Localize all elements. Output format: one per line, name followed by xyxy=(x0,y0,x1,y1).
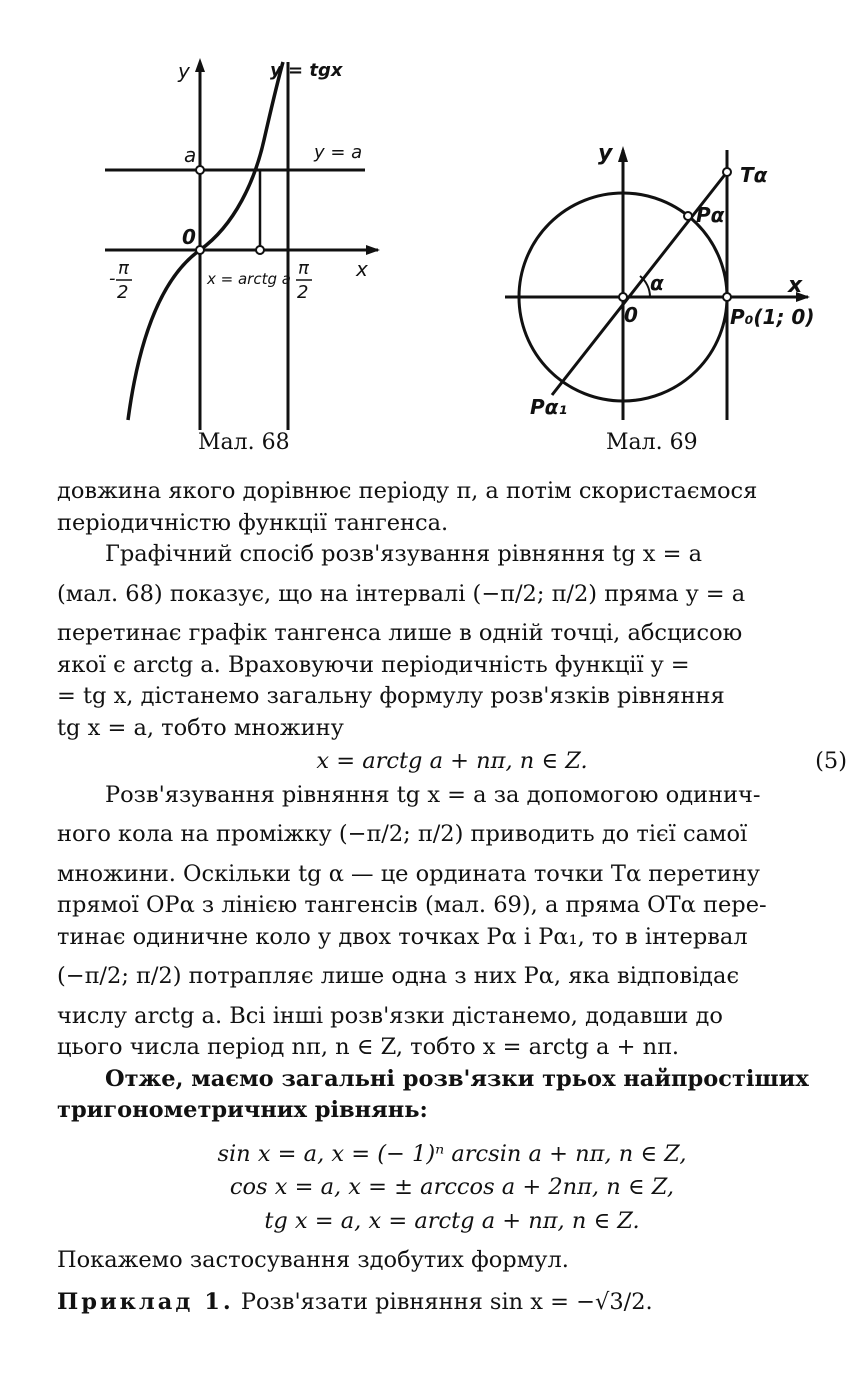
text-line: числу arctg a. Всі інші розв'язки дістанемо, додавши до xyxy=(57,1002,723,1029)
formula-sin: sin x = a, x = (− 1)ⁿ arcsin a + nπ, n ∈ Z, xyxy=(217,1140,687,1167)
text-line: множини. Оскільки tg α — це ордината точки Tα перетину xyxy=(57,860,760,887)
figure-68-tangent-graph xyxy=(95,50,395,435)
fig68-caption: Мал. 68 xyxy=(198,430,290,455)
text-line: Отже, маємо загальні розв'язки трьох найпростіших xyxy=(105,1065,809,1092)
point-t-alpha xyxy=(723,168,731,176)
example-label: Приклад 1. xyxy=(57,1288,234,1315)
formula-cos: cos x = a, x = ± arccos a + 2nπ, n ∈ Z, xyxy=(229,1174,675,1200)
fig68-origin-label: 0 xyxy=(182,225,196,249)
x-axis-arrow xyxy=(366,245,380,255)
fig68-x-label: x xyxy=(356,257,368,281)
fig69-origin-label: 0 xyxy=(624,303,638,327)
text-line: прямої OPα з лінією тангенсів (мал. 69), а пряма OTα пере- xyxy=(57,892,767,918)
text-line: (мал. 68) показує, що на інтервалі (−π/2; π/2) пряма y = a xyxy=(57,580,746,607)
fig68-minus-pi-den: 2 xyxy=(117,282,129,303)
fig68-curve-label: y = tgx xyxy=(270,60,343,81)
fig69-p-alpha1-label: Pα₁ xyxy=(530,395,568,419)
fig68-root-label: x = arctg a xyxy=(207,270,291,288)
point-p0 xyxy=(723,293,731,301)
point-a-on-y-axis xyxy=(196,166,204,174)
text-line: перетинає графік тангенса лише в одній точці, абсцисою xyxy=(57,620,743,646)
fig68-minus-sign: - xyxy=(109,268,116,289)
fig68-a-label: a xyxy=(184,143,197,167)
fig69-x-label: x xyxy=(788,273,803,298)
text-line: тригонометричних рівнянь: xyxy=(57,1097,428,1123)
origin-point xyxy=(196,246,204,254)
y-axis-arrow xyxy=(618,146,628,162)
text-line: цього числа період nπ, n ∈ Z, тобто x = arctg a + nπ. xyxy=(57,1034,680,1060)
text-line: = tg x, дістанемо загальну формулу розв'язків рівняння xyxy=(57,683,725,709)
formula-5-number: (5) xyxy=(815,748,847,774)
text-line: Розв'язування рівняння tg x = a за допомогою одинич- xyxy=(105,781,761,808)
text-line: (−π/2; π/2) потрапляє лише одна з них Pα, яка відповідає xyxy=(57,963,740,989)
fig68-minus-pi-num: π xyxy=(118,258,129,279)
origin-point xyxy=(619,293,627,301)
y-axis-arrow xyxy=(195,58,205,72)
fig69-p-alpha-label: Pα xyxy=(696,203,725,227)
text-line: tg x = a, тобто множину xyxy=(57,714,344,741)
text-line: Покажемо застосування здобутих формул. xyxy=(57,1247,569,1273)
text-line: довжина якого дорівнює періоду π, а потім скористаємося xyxy=(57,478,758,504)
example-text: Розв'язати рівняння sin x = −√3/2. xyxy=(240,1288,653,1315)
fig68-line-a-label: y = a xyxy=(314,142,363,163)
formula-5 xyxy=(57,746,847,778)
fig68-y-label: y xyxy=(178,59,190,83)
text-line: ного кола на проміжку (−π/2; π/2) приводить до тієї самої xyxy=(57,821,748,847)
formula-5-text: x = arctg a + nπ, n ∈ Z. xyxy=(316,748,588,774)
formula-tg: tg x = a, x = arctg a + nπ, n ∈ Z. xyxy=(264,1207,640,1234)
point-p-alpha xyxy=(684,212,692,220)
fig69-alpha-label: α xyxy=(650,271,664,295)
fig68-pi-den: 2 xyxy=(297,282,309,303)
text-line: якої є arctg a. Враховуючи періодичність функції y = xyxy=(57,651,690,678)
body-text xyxy=(57,476,847,1318)
example-line xyxy=(57,1287,847,1319)
fig69-t-alpha-label: Tα xyxy=(740,163,768,187)
fig68-pi-num: π xyxy=(298,258,309,279)
text-line: Графічний спосіб розв'язування рівняння tg x = a xyxy=(105,541,703,567)
fig69-caption: Мал. 69 xyxy=(606,430,698,455)
text-line: тинає одиничне коло у двох точках Pα і Pα₁, то в інтервал xyxy=(57,923,748,950)
fig69-p0-label: P₀(1; 0) xyxy=(730,305,815,329)
fig69-y-label: y xyxy=(598,141,613,166)
figure-69-unit-circle xyxy=(495,135,840,430)
text-line: періодичністю функції тангенса. xyxy=(57,509,449,536)
root-point xyxy=(256,246,264,254)
